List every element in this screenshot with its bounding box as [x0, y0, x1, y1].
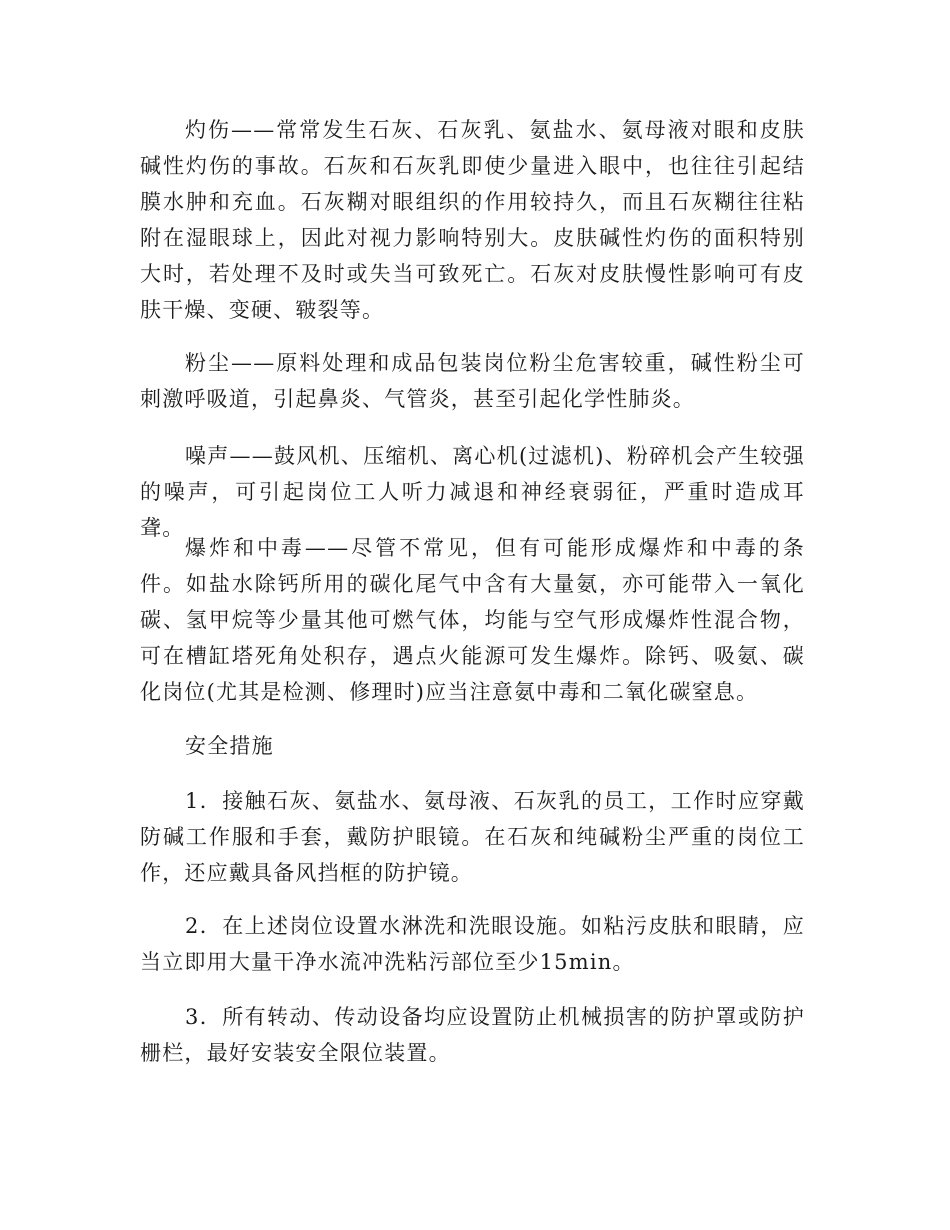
paragraph-dust: 粉尘——原料处理和成品包装岗位粉尘危害较重，碱性粉尘可刺激呼吸道，引起鼻炎、气管炎，甚至引起化学性肺炎。 — [140, 351, 805, 411]
paragraph-noise: 噪声——鼓风机、压缩机、离心机(过滤机)、粉碎机会产生较强的噪声，可引起岗位工人听力减退和神经衰弱征，严重时造成耳聋。 — [140, 444, 805, 540]
safety-measure-item-3: 3．所有转动、传动设备均应设置防止机械损害的防护罩或防护栅栏，最好安装安全限位装置。 — [140, 1005, 805, 1065]
paragraph-explosion-poisoning: 爆炸和中毒——尽管不常见，但有可能形成爆炸和中毒的条件。如盐水除钙所用的碳化尾气中含有大量氨，亦可能带入一氧化碳、氢甲烷等少量其他可燃气体，均能与空气形成爆炸性混合物，可在槽缸塔死角处积存，遇点火能源可发生爆炸。除钙、吸氨、碳化岗位(尤其是检测、修理时)应当注意氨中毒和二氧化碳窒息。 — [140, 536, 805, 704]
section-heading-safety-measures: 安全措施 — [185, 734, 274, 758]
safety-measure-item-1: 1．接触石灰、氨盐水、氨母液、石灰乳的员工，工作时应穿戴防碱工作服和手套，戴防护眼镜。在石灰和纯碱粉尘严重的岗位工作，还应戴具备风挡框的防护镜。 — [140, 789, 805, 885]
paragraph-burns: 灼伤——常常发生石灰、石灰乳、氨盐水、氨母液对眼和皮肤碱性灼伤的事故。石灰和石灰乳即使少量进入眼中，也往往引起结膜水肿和充血。石灰糊对眼组织的作用较持久，而且石灰糊往往粘附在湿眼球上，因此对视力影响特别大。皮肤碱性灼伤的面积特别大时，若处理不及时或失当可致死亡。石灰对皮肤慢性影响可有皮肤干燥、变硬、皲裂等。 — [140, 118, 805, 322]
safety-measure-item-2: 2．在上述岗位设置水淋洗和洗眼设施。如粘污皮肤和眼睛，应当立即用大量干净水流冲洗粘污部位至少15min。 — [140, 914, 805, 974]
